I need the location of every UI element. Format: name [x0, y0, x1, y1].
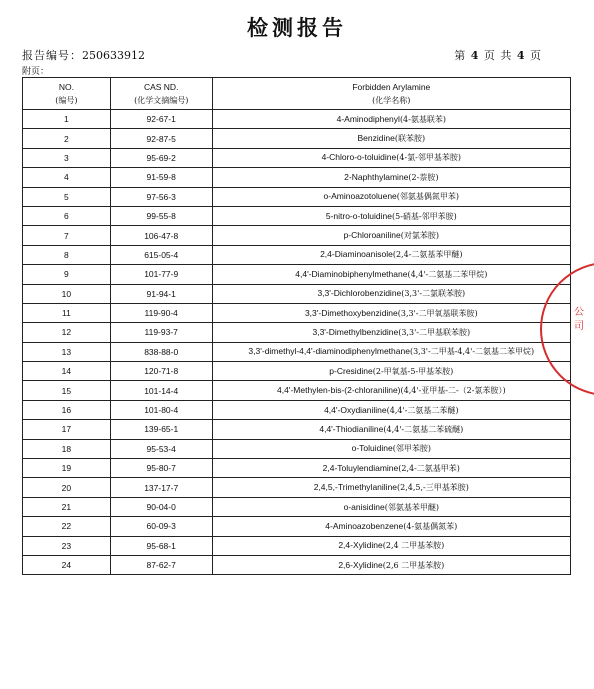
cell-cas: 91-59-8 — [110, 168, 212, 187]
cell-chemical-name — [212, 459, 570, 478]
cell-no: 6 — [23, 206, 111, 225]
cell-chemical-name — [212, 323, 570, 342]
cell-cas: 91-94-1 — [110, 284, 212, 303]
cell-no: 10 — [23, 284, 111, 303]
chemical-name-en: Benzidine — [357, 133, 395, 144]
table-row — [23, 400, 571, 419]
chemical-name-en: 2,4-Xylidine — [338, 540, 383, 551]
cell-chemical-name — [212, 342, 570, 361]
chemical-name-cn: (4,4'-亚甲基-二-（2-氯苯胺）) — [400, 386, 506, 396]
cell-cas: 90-04-0 — [110, 497, 212, 516]
chemical-name-en: 4-Aminoazobenzene — [325, 520, 404, 531]
cell-no: 15 — [23, 381, 111, 400]
chemical-name-en: 2,4-Toluylendiamine — [322, 462, 399, 473]
chemical-name-cn: (5-硝基-邻甲苯胺) — [392, 211, 457, 221]
cell-chemical-name — [212, 148, 570, 167]
chemical-name-en: o-Toluidine — [351, 443, 393, 454]
chemical-name-en: 2,4,5,-Trimethylaniline — [313, 482, 398, 493]
header-no-cn: (编号) — [55, 95, 78, 105]
chemical-name-cn: (邻甲苯胺) — [392, 444, 431, 454]
cell-cas: 99-55-8 — [110, 206, 212, 225]
chemical-name-cn: (2,4,5,-三甲基苯胺) — [397, 483, 469, 493]
table-row — [23, 381, 571, 400]
cell-chemical-name — [212, 478, 570, 497]
cell-chemical-name — [212, 129, 570, 148]
table-row — [23, 439, 571, 458]
chemical-name-en: 3,3'-dimethyl-4,4'-diaminodiphenylmethane — [248, 346, 410, 357]
cell-chemical-name — [212, 187, 570, 206]
chemical-name-en: 4,4'-Thiodianiline — [319, 423, 384, 434]
chemical-name-cn: (4-氨基偶氮苯) — [403, 521, 458, 531]
report-number — [22, 47, 145, 63]
table-row — [23, 110, 571, 129]
table-row — [23, 555, 571, 574]
cell-cas: 92-87-5 — [110, 129, 212, 148]
chemical-name-cn: (对氯苯胺) — [400, 231, 439, 241]
chemical-name-cn: (2,4-二氨基苯甲醚) — [392, 250, 463, 260]
cell-no: 11 — [23, 303, 111, 322]
cell-no: 20 — [23, 478, 111, 497]
cell-cas: 615-05-4 — [110, 245, 212, 264]
header-name — [212, 78, 570, 110]
chemical-name-en: 4,4'-Oxydianiline — [324, 404, 387, 415]
seal-text: 公司 — [574, 307, 584, 332]
cell-cas: 119-90-4 — [110, 303, 212, 322]
page-current: 4 — [470, 49, 480, 62]
chemical-name-cn: (2-甲氧基-5-甲基苯胺) — [372, 366, 454, 376]
cell-no: 2 — [23, 129, 111, 148]
table-row — [23, 265, 571, 284]
cell-cas: 87-62-7 — [110, 555, 212, 574]
cell-chemical-name — [212, 206, 570, 225]
cell-no: 14 — [23, 362, 111, 381]
arylamine-table — [22, 77, 571, 575]
chemical-name-cn: (3,3'-二甲基联苯胺) — [398, 327, 471, 337]
table-row — [23, 517, 571, 536]
chemical-name-en: 3,3'-Dimethoxybenzidine — [304, 307, 398, 318]
chemical-name-en: o-Aminoazotoluene — [323, 191, 397, 202]
chemical-name-cn: (3,3'-二氯联苯胺) — [401, 289, 466, 299]
chemical-name-cn: (邻氨基偶氮甲苯) — [396, 192, 460, 202]
cell-chemical-name — [212, 265, 570, 284]
table-row — [23, 459, 571, 478]
cell-no: 8 — [23, 245, 111, 264]
table-row — [23, 303, 571, 322]
chemical-name-cn: (2,4 二甲基苯胺) — [382, 541, 445, 551]
table-row — [23, 245, 571, 264]
cell-chemical-name — [212, 381, 570, 400]
cell-cas: 101-14-4 — [110, 381, 212, 400]
table-row — [23, 187, 571, 206]
cell-no: 13 — [23, 342, 111, 361]
cell-no: 21 — [23, 497, 111, 516]
header-cas — [110, 78, 212, 110]
table-row — [23, 284, 571, 303]
cell-chemical-name — [212, 168, 570, 187]
cell-cas: 92-67-1 — [110, 110, 212, 129]
cell-chemical-name — [212, 400, 570, 419]
cell-cas: 101-80-4 — [110, 400, 212, 419]
cell-cas: 95-53-4 — [110, 439, 212, 458]
chemical-name-cn: (联苯胺) — [394, 134, 426, 144]
cell-no: 24 — [23, 555, 111, 574]
table-row — [23, 420, 571, 439]
cell-no: 22 — [23, 517, 111, 536]
header-cas-en: CAS ND. — [143, 81, 179, 92]
table-row — [23, 168, 571, 187]
chemical-name-cn: (2-萘胺) — [408, 172, 439, 182]
page-prefix: 第 — [454, 49, 467, 62]
table-row — [23, 148, 571, 167]
cell-cas: 60-09-3 — [110, 517, 212, 536]
chemical-name-en: 3,3'-Dichlorobenzidine — [317, 288, 402, 299]
cell-chemical-name — [212, 303, 570, 322]
cell-no: 18 — [23, 439, 111, 458]
chemical-name-en: 4,4'-Diaminobiphenylmethane — [295, 268, 408, 279]
chemical-name-en: 4-Aminodiphenyl — [336, 113, 400, 124]
chemical-name-en: p-Cresidine — [329, 365, 373, 376]
cell-no: 12 — [23, 323, 111, 342]
cell-cas: 101-77-9 — [110, 265, 212, 284]
chemical-name-en: 4,4'-Methylen-bis-(2-chloraniline) — [277, 385, 401, 396]
chemical-name-en: p-Chloroaniline — [343, 230, 401, 241]
cell-chemical-name — [212, 226, 570, 245]
cell-chemical-name — [212, 245, 570, 264]
cell-chemical-name — [212, 420, 570, 439]
cell-no: 19 — [23, 459, 111, 478]
cell-no: 23 — [23, 536, 111, 555]
cell-no: 4 — [23, 168, 111, 187]
chemical-name-cn: (4,4'-二氨基二苯醚) — [386, 405, 459, 415]
chemical-name-cn: (2,6 二甲基苯胺) — [382, 560, 445, 570]
cell-chemical-name — [212, 110, 570, 129]
chemical-name-cn: (4,4'-二氨基二苯硫醚) — [383, 424, 464, 434]
chemical-name-cn: (4-氨基联苯) — [399, 114, 446, 124]
cell-cas: 95-69-2 — [110, 148, 212, 167]
report-number-label: 报告编号： — [22, 49, 82, 62]
page-mid2: 共 — [500, 49, 513, 62]
table-row — [23, 129, 571, 148]
chemical-name-en: 2-Naphthylamine — [344, 171, 409, 182]
cell-chemical-name — [212, 497, 570, 516]
cell-chemical-name — [212, 536, 570, 555]
cell-cas: 137-17-7 — [110, 478, 212, 497]
cell-cas: 120-71-8 — [110, 362, 212, 381]
page-total: 4 — [516, 49, 526, 62]
cell-chemical-name — [212, 517, 570, 536]
chemical-name-en: o-anisidine — [343, 501, 385, 512]
cell-chemical-name — [212, 284, 570, 303]
cell-chemical-name — [212, 555, 570, 574]
chemical-name-en: 2,6-Xylidine — [338, 559, 383, 570]
table-row — [23, 323, 571, 342]
cell-cas: 95-80-7 — [110, 459, 212, 478]
cell-no: 9 — [23, 265, 111, 284]
cell-cas: 97-56-3 — [110, 187, 212, 206]
cell-chemical-name — [212, 439, 570, 458]
table-row — [23, 536, 571, 555]
chemical-name-cn: (4-氯-邻甲基苯胺) — [396, 153, 461, 163]
table-row — [23, 206, 571, 225]
table-row — [23, 478, 571, 497]
chemical-name-en: 3,3'-Dimethylbenzidine — [312, 326, 399, 337]
cell-cas: 119-93-7 — [110, 323, 212, 342]
page-suffix: 页 — [530, 49, 542, 62]
cell-chemical-name — [212, 362, 570, 381]
chemical-name-en: 2,4-Diaminoanisole — [320, 249, 393, 260]
header-no — [23, 78, 111, 110]
cell-no: 16 — [23, 400, 111, 419]
table-row — [23, 342, 571, 361]
chemical-name-cn: (3,3'-二甲氧基联苯胺) — [397, 308, 478, 318]
page-mid1: 页 — [483, 49, 496, 62]
cell-cas: 106-47-8 — [110, 226, 212, 245]
cell-no: 1 — [23, 110, 111, 129]
cell-cas: 838-88-0 — [110, 342, 212, 361]
header-name-en: Forbidden Arylamine — [352, 81, 431, 92]
cell-cas: 95-68-1 — [110, 536, 212, 555]
cell-cas: 139-65-1 — [110, 420, 212, 439]
cell-no: 17 — [23, 420, 111, 439]
cell-no: 5 — [23, 187, 111, 206]
header-cas-cn: (化学文摘编号) — [134, 95, 189, 105]
chemical-name-cn: (邻氨基苯甲醚) — [384, 502, 439, 512]
page-indicator — [454, 47, 542, 63]
cell-no: 3 — [23, 148, 111, 167]
table-header-row — [23, 78, 571, 110]
header-name-cn: (化学名称) — [372, 95, 411, 105]
chemical-name-cn: (2,4-二氨基甲苯) — [398, 463, 460, 473]
chemical-name-cn: (3,3'-二甲基-4,4'-二氨基二苯甲烷) — [409, 347, 535, 357]
report-number-value: 250633912 — [82, 49, 145, 62]
chemical-name-en: 5-nitro-o-toluidine — [325, 210, 392, 221]
table-row — [23, 362, 571, 381]
table-row — [23, 226, 571, 245]
header-no-en: NO. — [58, 81, 74, 92]
cell-no: 7 — [23, 226, 111, 245]
table-row — [23, 497, 571, 516]
chemical-name-cn: (4,4'-二氨基二苯甲烷) — [407, 269, 488, 279]
appendix-label: 附页： — [22, 67, 50, 77]
chemical-name-en: 4-Chloro-o-toluidine — [321, 152, 397, 163]
report-title: 检测报告 — [247, 16, 347, 40]
